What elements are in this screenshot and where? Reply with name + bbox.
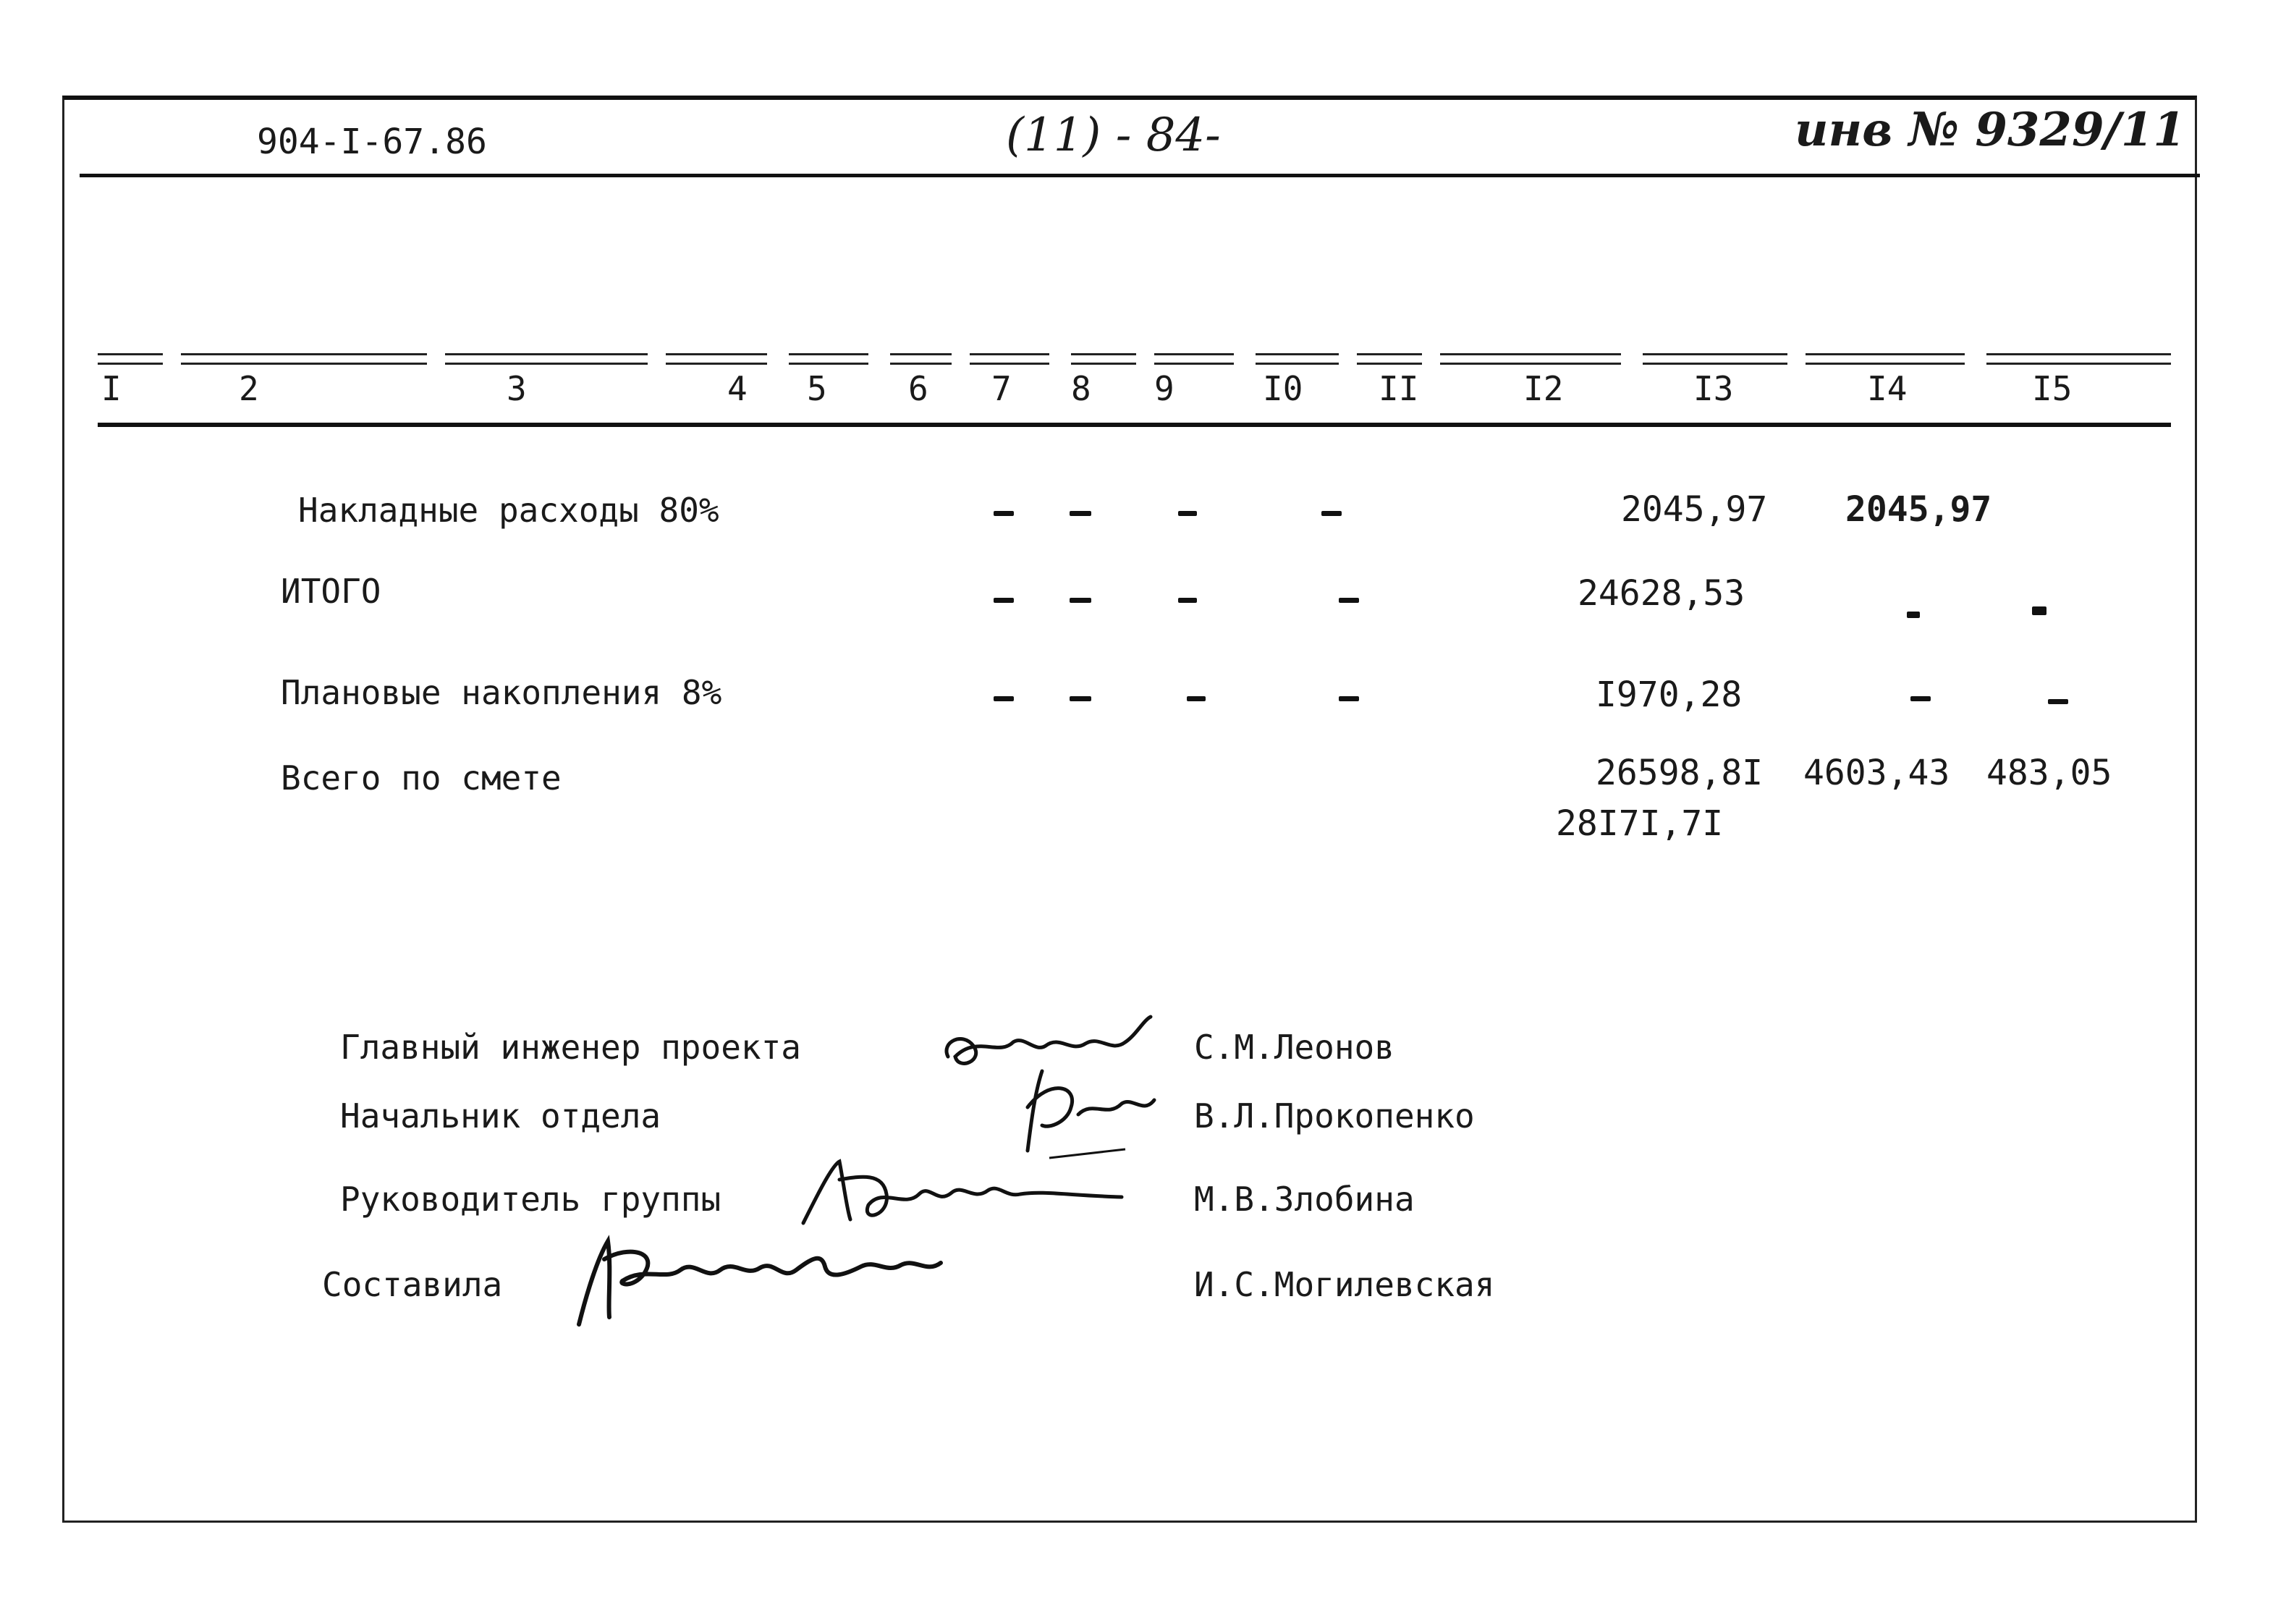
signature-prokopenko — [999, 1064, 1172, 1165]
dash — [1178, 511, 1197, 516]
table-header-rule — [98, 423, 2171, 427]
col-header: I3 — [1693, 369, 1734, 408]
dash — [994, 511, 1014, 516]
row-subtotal-c13: 24628,53 — [1578, 573, 1745, 614]
signature-role: Главный инженер проекта — [340, 1028, 801, 1067]
dash — [1339, 598, 1359, 603]
column-rule — [1256, 353, 1339, 365]
doc-code: 904-I-67.86 — [257, 122, 487, 162]
row-total-c14: 4603,43 — [1803, 753, 1950, 793]
row-overhead-label: Накладные расходы 80% — [298, 491, 719, 530]
dash — [1910, 696, 1931, 701]
dash — [1321, 511, 1342, 516]
signature-name: С.М.Леонов — [1194, 1028, 1394, 1067]
dash — [1178, 598, 1197, 603]
row-overhead-c13: 2045,97 — [1621, 489, 1768, 530]
col-header: 2 — [239, 369, 259, 408]
dash — [994, 696, 1014, 701]
signature-mogilevskaya — [564, 1230, 970, 1332]
col-header: II — [1379, 369, 1419, 408]
col-header: 5 — [807, 369, 827, 408]
column-rule — [1806, 353, 1965, 365]
col-header: I — [101, 369, 122, 408]
row-planned-label: Плановые накопления 8% — [281, 673, 722, 712]
page-frame — [62, 96, 2197, 1523]
column-rule — [181, 353, 427, 365]
dash — [1070, 511, 1091, 516]
column-rule — [1440, 353, 1621, 365]
signature-role: Руководитель группы — [340, 1180, 721, 1219]
dash — [994, 598, 1014, 603]
header-rule — [80, 174, 2200, 177]
col-header: I4 — [1867, 369, 1908, 408]
signature-name: И.С.Могилевская — [1194, 1265, 1495, 1304]
dash — [1187, 696, 1206, 701]
dash — [1070, 598, 1091, 603]
column-rule — [98, 353, 163, 365]
row-total-c15: 483,05 — [1986, 753, 2112, 793]
col-header: 7 — [991, 369, 1012, 408]
col-header: I2 — [1523, 369, 1564, 408]
row-subtotal-label: ИТОГО — [281, 572, 381, 611]
col-header: I0 — [1263, 369, 1303, 408]
row-planned-c13: I970,28 — [1596, 674, 1743, 715]
dash — [1339, 696, 1359, 701]
dash — [2032, 606, 2046, 615]
col-header: I5 — [2032, 369, 2073, 408]
col-header: 9 — [1154, 369, 1174, 408]
signature-role: Составила — [322, 1265, 503, 1304]
signature-name: В.Л.Прокопенко — [1194, 1096, 1475, 1135]
col-header: 8 — [1071, 369, 1091, 408]
column-rule — [1071, 353, 1136, 365]
column-rule — [1357, 353, 1422, 365]
dash — [1070, 696, 1091, 701]
row-total-c13: 26598,8I — [1596, 753, 1764, 793]
column-rule — [1986, 353, 2171, 365]
col-header: 6 — [908, 369, 928, 408]
dash — [2048, 699, 2068, 704]
column-rule — [1154, 353, 1234, 365]
signature-role: Начальник отдела — [340, 1096, 661, 1135]
col-header: 3 — [507, 369, 527, 408]
column-rule — [666, 353, 767, 365]
dash — [1907, 612, 1920, 618]
row-total-label: Всего по смете — [281, 758, 562, 798]
column-rule — [1643, 353, 1787, 365]
inventory-number: инв № 9329/11 — [1795, 103, 2185, 157]
column-rule — [789, 353, 868, 365]
col-header: 4 — [727, 369, 748, 408]
signature-zlobina — [789, 1151, 1136, 1238]
column-rule — [970, 353, 1049, 365]
signature-name: М.В.Злобина — [1194, 1180, 1415, 1219]
row-total-c13b: 28I7I,7I — [1556, 803, 1724, 844]
page-mark: (11) - 84- — [1006, 109, 1221, 162]
column-rule — [445, 353, 648, 365]
row-overhead-c14: 2045,97 — [1845, 489, 1992, 530]
column-rule — [890, 353, 952, 365]
